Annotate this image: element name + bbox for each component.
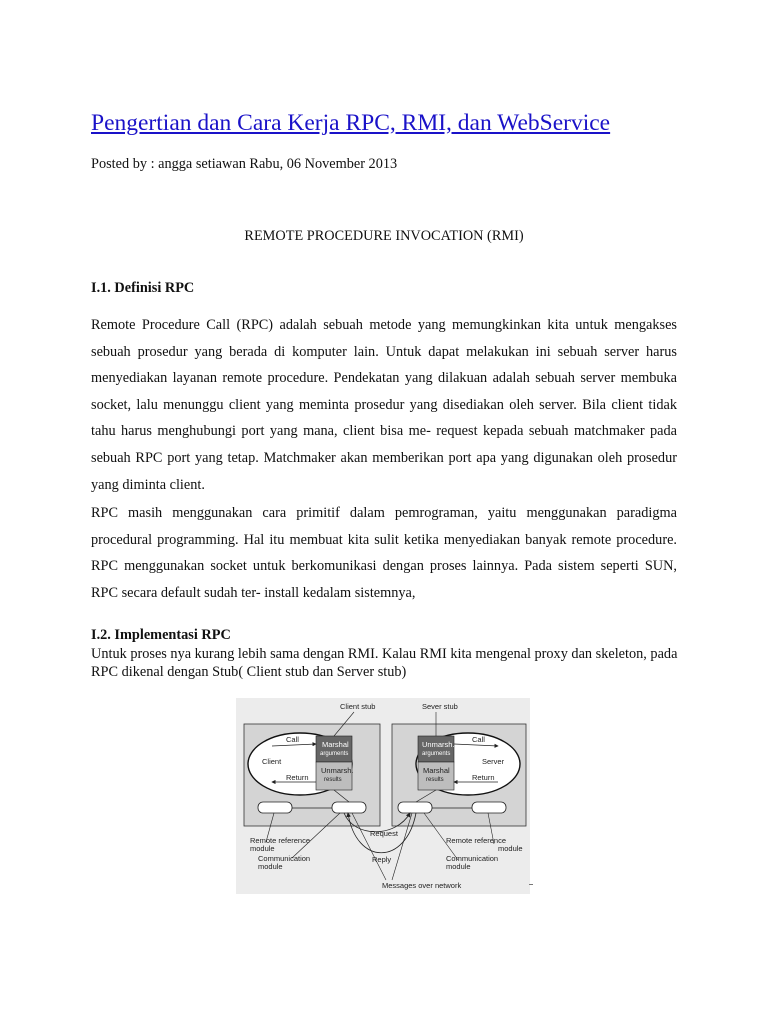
marshal-label-right: Marshal [423,766,450,775]
results-label-right: results [426,777,444,783]
arguments-label: arguments [320,751,349,757]
communication-module-right [398,802,432,813]
page-title[interactable]: Pengertian dan Cara Kerja RPC, RMI, dan WebService [91,110,611,136]
unmarsh-label-left: Unmarsh. [321,766,354,775]
request-label: Request [370,829,398,838]
paragraph-rpc-primitif: RPC masih menggunakan cara primitif dalam pemrograman, yaitu menggunakan paradigma procedural programming. Hal itu membuat kita sulit ketika menyediakan banyak remote procedure. RPC menggunakan socket untuk berkomunikasi dengan proses lainnya. Pada sistem seperti SUN, RPC secara default sudah ter- install kedalam sistemnya, [91,505,677,601]
remote-reference-module-right [472,802,506,813]
section-heading: REMOTE PROCEDURE INVOCATION (RMI) [244,228,524,244]
messages-label: Messages over network [382,881,462,890]
comm-left-line2: module [258,862,283,871]
server-stub-label: Sever stub [422,702,458,711]
paragraph-implementasi: Untuk proses nya kurang lebih sama dengan RMI. Kalau RMI kita mengenal proxy dan skeleton, pada RPC dikenal dengan Stub( Client stub dan Server stub) [91,646,678,680]
return-label-left: Return [286,773,309,782]
comm-right-line2: module [446,862,471,871]
remote-ref-left-line2: module [250,844,275,853]
communication-module-left [332,802,366,813]
rpc-diagram [236,698,530,894]
remote-ref-left-line1: Remote reference [250,836,311,845]
rpc-diagram-svg [236,698,530,894]
subheading-implementasi: I.2. Implementasi RPC [91,627,231,643]
results-label-left: results [324,777,342,783]
remote-ref-right-line2: module [498,844,523,853]
comm-left-line1: Communication [258,854,311,863]
client-label: Client [262,757,282,766]
subheading-definisi: I.1. Definisi RPC [91,280,195,296]
page-mark [529,884,533,885]
reply-label: Reply [372,855,392,864]
marshal-label: Marshal [322,740,349,749]
call-label-left: Call [286,735,299,744]
client-stub-label: Client stub [340,702,376,711]
unmarsh-label-right: Unmarsh. [422,740,455,749]
arguments-label-right: arguments [422,751,451,757]
remote-reference-module-left [258,802,292,813]
paragraph-definisi: Remote Procedure Call (RPC) adalah sebuah metode yang memungkinkan kita untuk mengakses sebuah prosedur yang berada di komputer lain. Untuk dapat melakukan ini sebuah server harus menyediakan layanan remote procedure. Pendekatan yang dilakuan adalah sebuah server membuka socket, lalu menunggu client yang meminta prosedur yang disediakan oleh server. Bila client tidak tahu harus menghubungi port yang mana, client bisa me- request kepada sebuah matchmaker pada sebuah RPC port yang tetap. Matchmaker akan memberikan port apa yang digunakan oleh prosedur yang diminta client. [91,317,677,493]
return-label-right: Return [472,773,495,782]
remote-ref-right-line1: Remote reference [446,836,507,845]
posted-by-line: Posted by : angga setiawan Rabu, 06 November 2013 [91,156,398,172]
comm-right-line1: Communication [446,854,499,863]
server-label: Server [482,757,505,766]
call-label-right: Call [472,735,485,744]
